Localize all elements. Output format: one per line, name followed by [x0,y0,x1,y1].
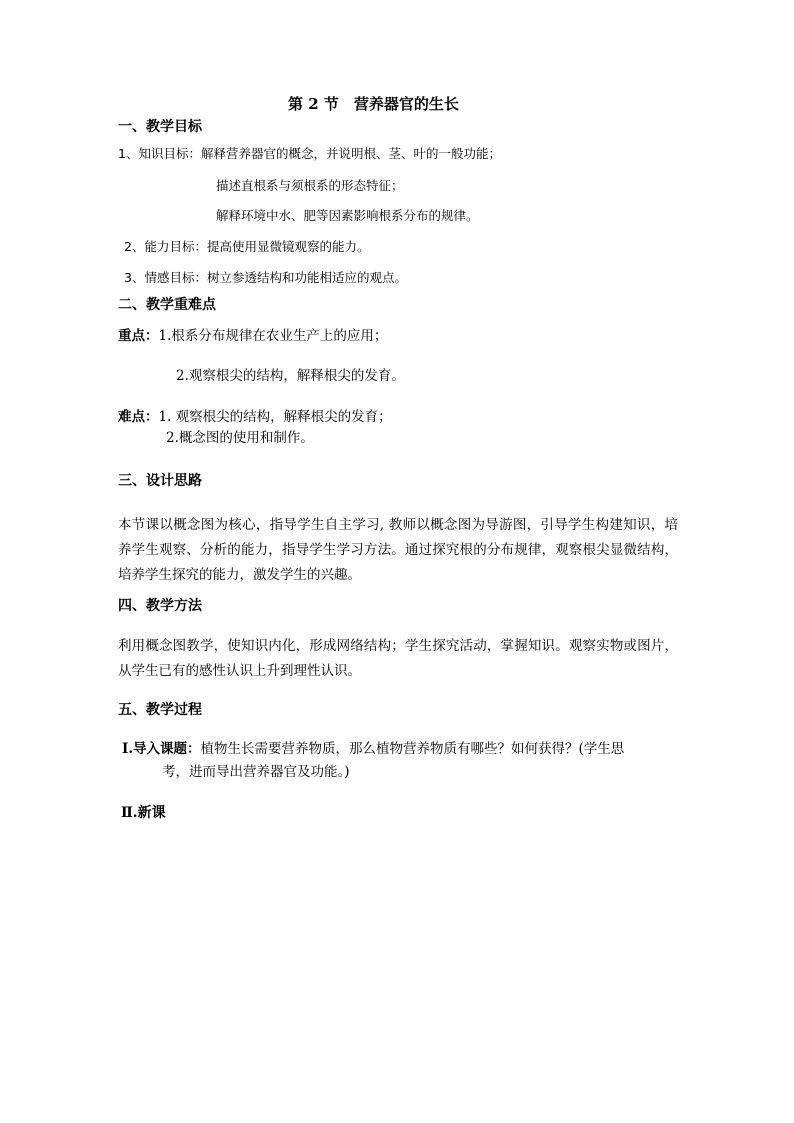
key-point-label: 重点： [118,328,159,344]
intro-row [122,743,624,757]
difficulty-row [118,411,392,425]
ability-objective: 2、能力目标：提高使用显微镜观察的能力。 [124,239,370,254]
page-title: 第 2 节 营养器官的生长 [288,95,459,113]
knowledge-objective: 1、知识目标：解释营养器官的概念，并说明根、茎、叶的一般功能； [118,146,501,161]
design-paragraph: 本节课以概念图为核心，指导学生自主学习, 教师以概念图为导游图，引导学生构建知识，培养学生观察、分析的能力，指导学生学习方法。通过探究根的分布规律，观察根尖显微结构，培养学生探究的能力，激发学生的兴趣。 [118,517,678,583]
key-point-2: 2.观察根尖的结构，解释根尖的发育。 [176,368,405,384]
difficulty-label: 难点： [118,409,159,425]
key-point-1: 1.根系分布规律在农业生产上的应用； [158,328,388,344]
section-heading-objectives: 一、教学目标 [118,119,202,135]
section-heading-methods: 四、教学方法 [118,598,202,614]
knowledge-objective-line-3: 解释环境中水、肥等因素影响根系分布的规律。 [216,208,479,223]
section-heading-key-points: 二、教学重难点 [118,297,216,313]
section-heading-process: 五、教学过程 [118,702,202,718]
knowledge-objective-line-2: 描述直根系与须根系的形态特征； [216,178,404,193]
emotion-objective: 3、情感目标：树立参透结构和功能相适应的观点。 [124,270,407,285]
intro-text-line-2: 考，进而导出营养器官及功能。) [162,764,350,780]
intro-text: 植物生长需要营养物质，那么植物营养物质有哪些？如何获得？(学生思 [200,741,625,757]
difficulty-1: 1. 观察根尖的结构，解释根尖的发育； [158,409,392,425]
methods-paragraph: 利用概念图教学，使知识内化，形成网络结构；学生探究活动，掌握知识。观察实物或图片，从学生已有的感性认识上升到理性认识。 [118,638,678,679]
intro-label: Ⅰ.导入课题： [122,741,201,757]
new-lesson-heading: Ⅱ.新课 [121,805,166,821]
key-point-row [118,330,387,344]
difficulty-2: 2.概念图的使用和制作。 [166,430,314,446]
section-heading-design: 三、设计思路 [118,473,202,489]
